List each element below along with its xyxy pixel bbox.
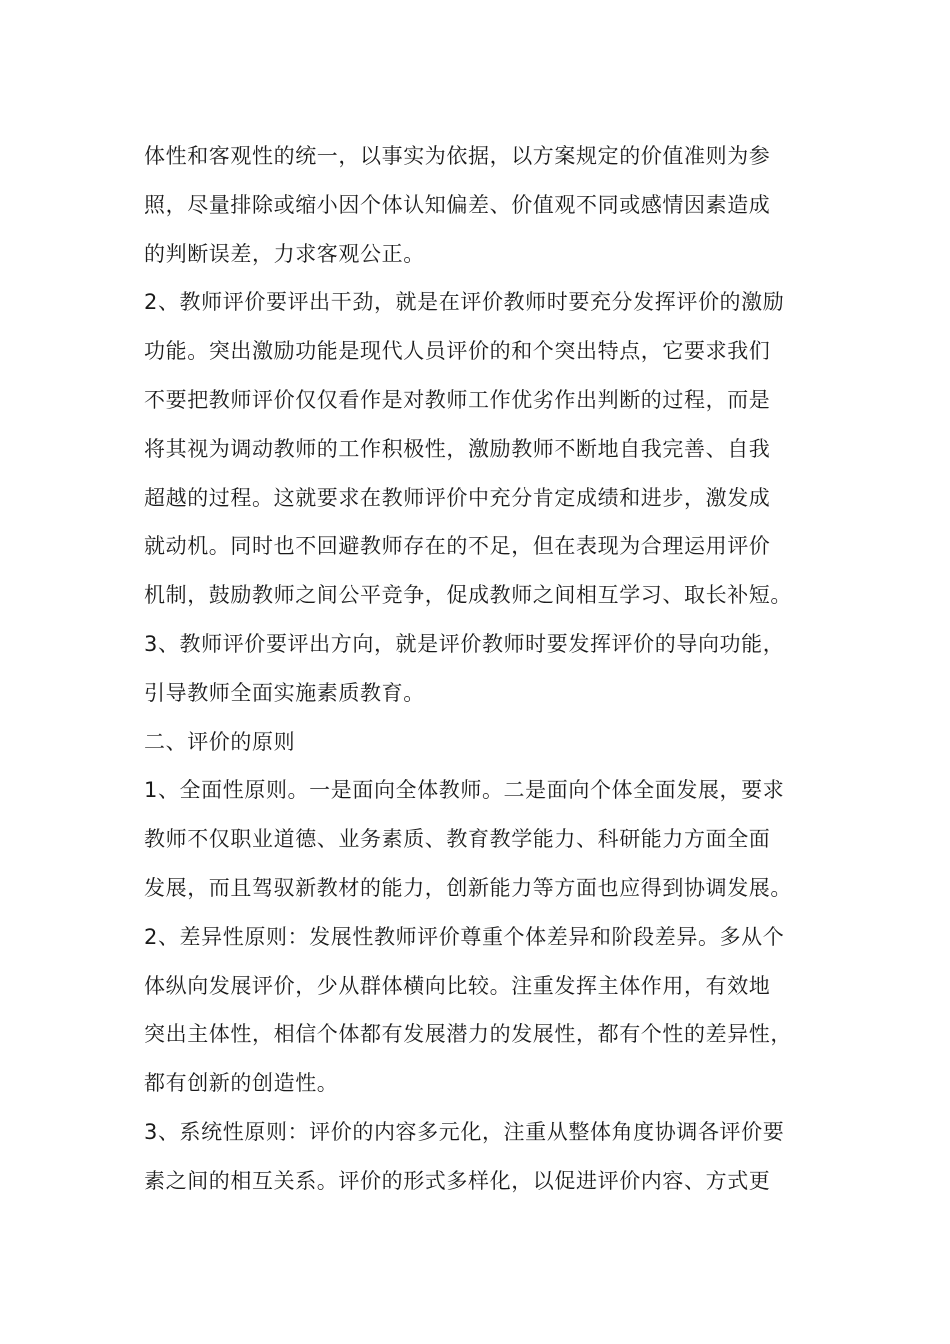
section-heading: 二、评价的原则 [144, 729, 296, 754]
document-body [144, 132, 824, 1206]
text-line: 超越的过程。这就要求在教师评价中充分肯定成绩和进步，激发成 [144, 485, 771, 510]
text-line: 教师不仅职业道德、业务素质、教育教学能力、科研能力方面全面 [144, 827, 771, 852]
text-line: 都有创新的创造性。 [144, 1071, 339, 1096]
text-line: 3、教师评价要评出方向，就是评价教师时要发挥评价的导向功能， [144, 631, 785, 656]
text-line: 照，尽量排除或缩小因个体认知偏差、价值观不同或感情因素造成 [144, 192, 771, 217]
text-line: 将其视为调动教师的工作积极性，激励教师不断地自我完善、自我 [144, 436, 771, 461]
text-line: 的判断误差，力求客观公正。 [144, 241, 425, 266]
text-line: 发展，而且驾驭新教材的能力，创新能力等方面也应得到协调发展。 [144, 875, 792, 900]
text-line: 机制，鼓励教师之间公平竞争，促成教师之间相互学习、取长补短。 [144, 583, 792, 608]
text-line: 3、系统性原则：评价的内容多元化，注重从整体角度协调各评价要 [144, 1119, 785, 1144]
text-line: 引导教师全面实施素质教育。 [144, 680, 425, 705]
text-line: 2、教师评价要评出干劲，就是在评价教师时要充分发挥评价的激励 [144, 290, 785, 315]
text-line: 体性和客观性的统一，以事实为依据，以方案规定的价值准则为参 [144, 144, 771, 168]
text-line: 不要把教师评价仅仅看作是对教师工作优劣作出判断的过程，而是 [144, 387, 771, 412]
text-line: 突出主体性，相信个体都有发展潜力的发展性，都有个性的差异性， [144, 1022, 792, 1047]
text-line: 功能。突出激励功能是现代人员评价的和个突出特点，它要求我们 [144, 339, 771, 364]
text-line: 2、差异性原则：发展性教师评价尊重个体差异和阶段差异。多从个 [144, 924, 785, 949]
text-line: 素之间的相互关系。评价的形式多样化，以促进评价内容、方式更 [144, 1168, 771, 1193]
text-line: 1、全面性原则。一是面向全体教师。二是面向个体全面发展，要求 [144, 778, 785, 803]
text-line: 就动机。同时也不回避教师存在的不足，但在表现为合理运用评价 [144, 534, 771, 559]
text-line: 体纵向发展评价，少从群体横向比较。注重发挥主体作用，有效地 [144, 973, 771, 998]
